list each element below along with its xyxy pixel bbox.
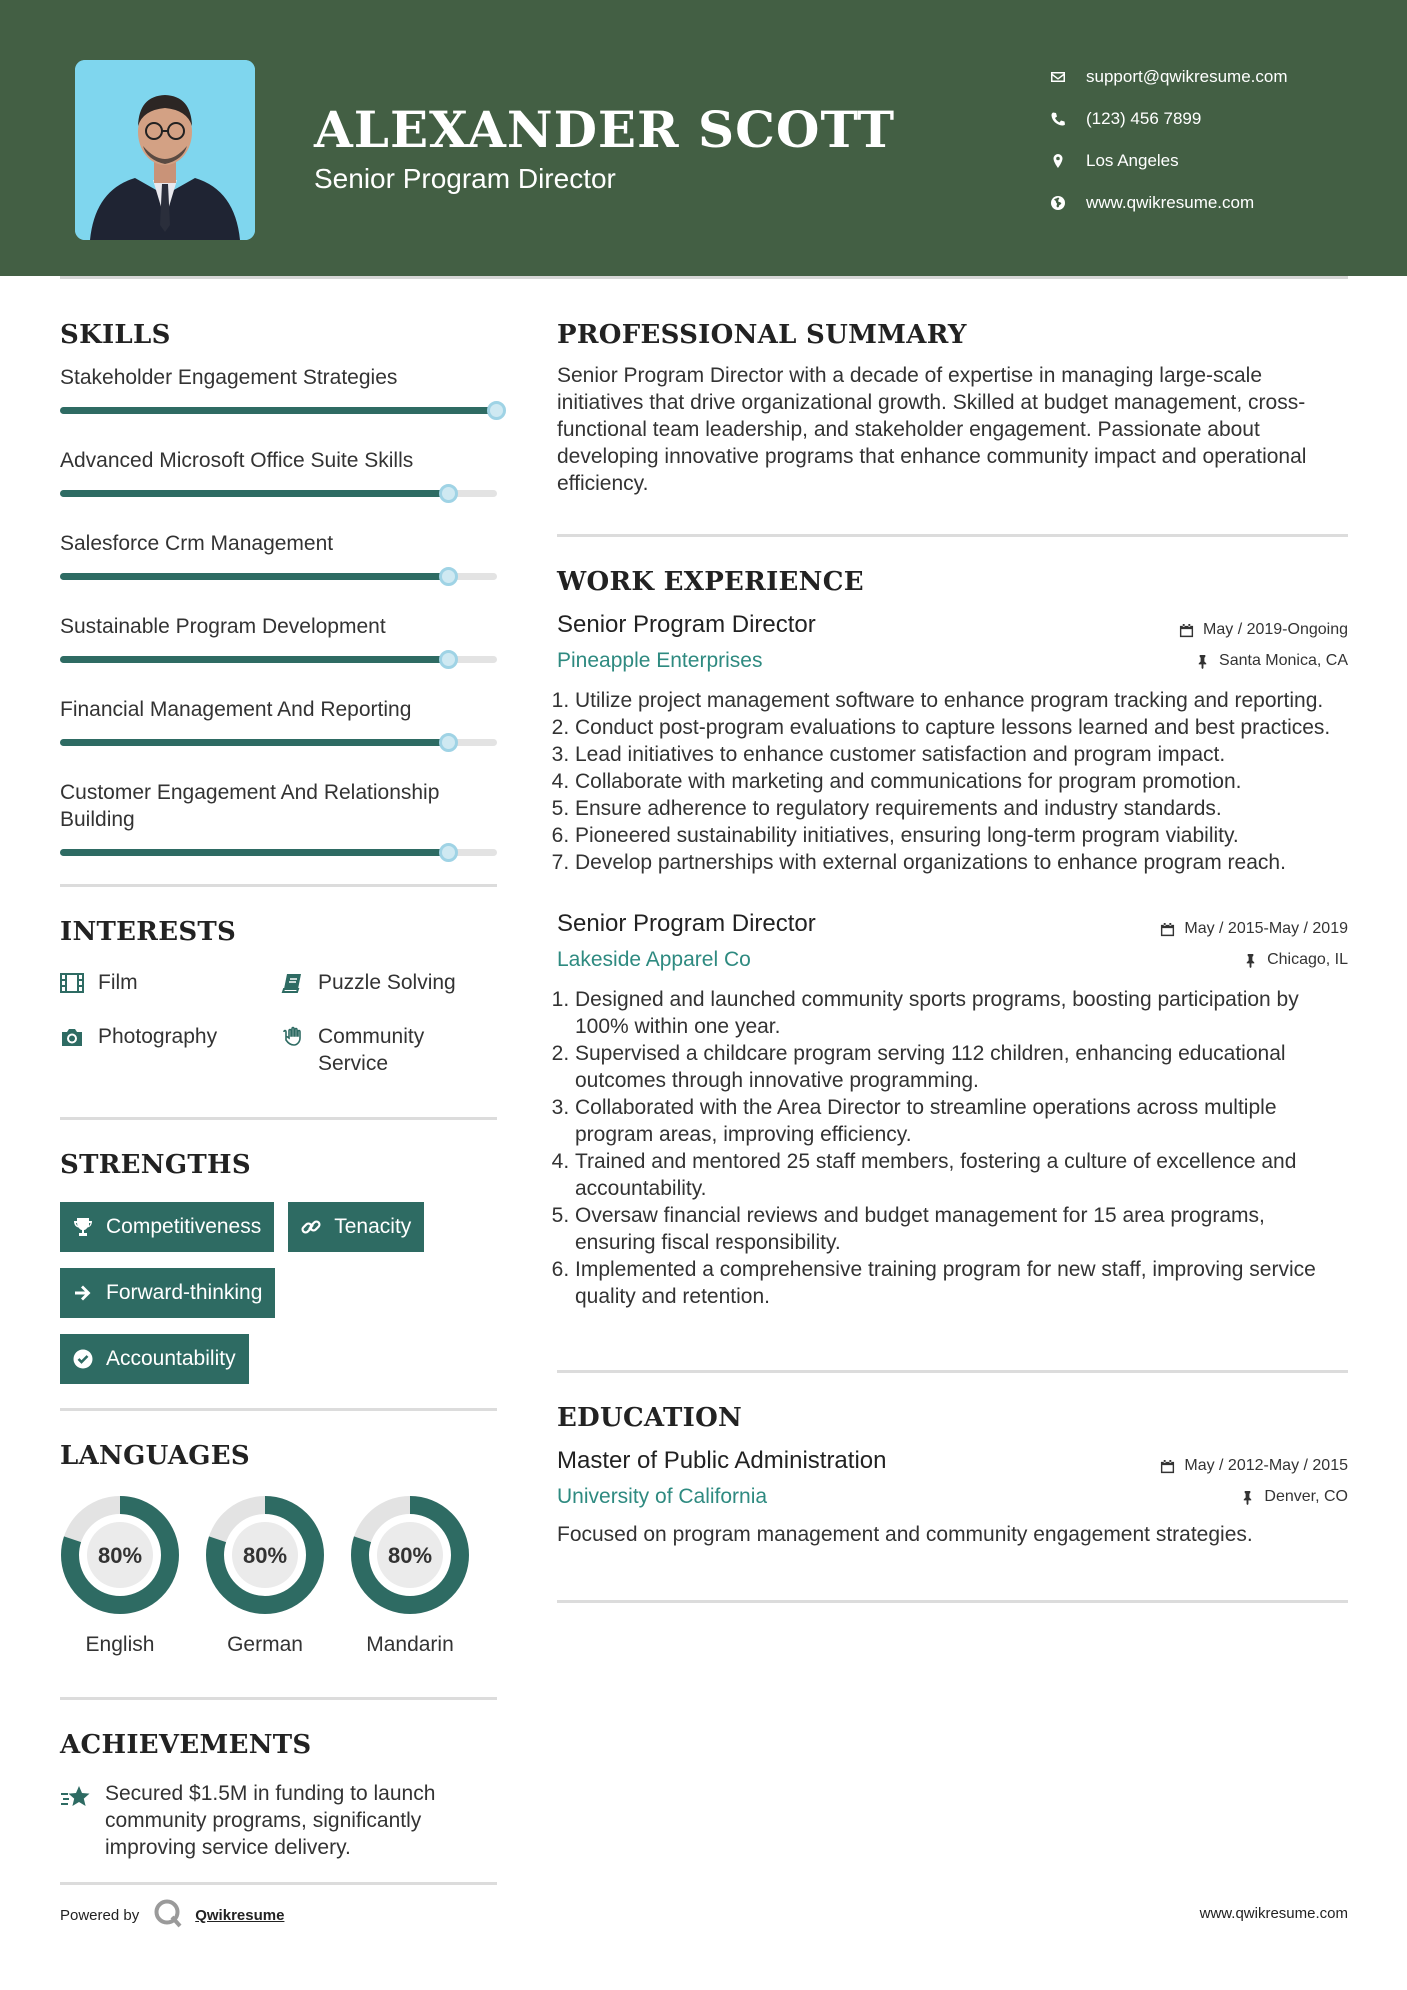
language-mandarin: [350, 1495, 470, 1657]
interest-film: [60, 969, 280, 1001]
contact-phone[interactable]: [1050, 98, 1390, 140]
education-head: [557, 1447, 1348, 1475]
education-location-text: Denver, CO: [1264, 1488, 1348, 1505]
skill-bar-fill: [60, 849, 449, 856]
footer-divider: [60, 1882, 497, 1885]
education-title: EDUCATION: [557, 1403, 743, 1433]
languages-divider: [60, 1697, 497, 1700]
skill-bar-fill: [60, 573, 449, 580]
job-duty: 5. Oversaw financial reviews and budget management for 15 area programs, ensuring fiscal responsibility.: [575, 1202, 1348, 1256]
job-duty: 6. Implemented a comprehensive training program for new staff, improving service quality and retention.: [575, 1256, 1348, 1310]
skill-bar-fill: [60, 739, 449, 746]
job-head: [557, 611, 1348, 639]
strength-label-tenacity: Tenacity: [334, 1215, 412, 1238]
candidate-name: ALEXANDER SCOTT: [314, 100, 896, 159]
interests-title: INTERESTS: [60, 917, 237, 947]
job-company: Pineapple Enterprises: [557, 649, 763, 672]
job-duties: [557, 687, 1348, 876]
education-date-text: May / 2012-May / 2015: [1184, 1457, 1348, 1474]
job-location-text: Chicago, IL: [1267, 951, 1348, 968]
right-column: [557, 320, 1348, 1603]
skills-list: [60, 364, 497, 856]
helping-hand-icon: [280, 1023, 318, 1055]
jobs-list: [557, 611, 1348, 1310]
languages-title: LANGUAGES: [60, 1441, 250, 1471]
achievements-title: ACHIEVEMENTS: [60, 1730, 312, 1760]
language-ring-mandarin: [350, 1495, 470, 1615]
summary-title: PROFESSIONAL SUMMARY: [557, 320, 967, 350]
job-duty: 3. Lead initiatives to enhance customer satisfaction and program impact.: [575, 741, 1348, 768]
trophy-icon: [72, 1216, 94, 1238]
language-percent-english: 80%: [97, 1543, 143, 1568]
achievement-text: Secured $1.5M in funding to launch community programs, significantly improving service delivery.: [105, 1782, 436, 1859]
strengths-list: [60, 1202, 497, 1384]
job-duty: 6. Pioneered sustainability initiatives, ensuring long-term program viability.: [575, 822, 1348, 849]
job-duty: 3. Collaborated with the Area Director to streamline operations across multiple program areas, improving efficiency.: [575, 1094, 1348, 1148]
skill-bar: [60, 849, 497, 856]
contact-phone-text: (123) 456 7899: [1086, 109, 1202, 128]
job-duty: 7. Develop partnerships with external organizations to enhance program reach.: [575, 849, 1348, 876]
header: [0, 0, 1407, 276]
contact-location: [1050, 140, 1390, 182]
calendar-icon: [1160, 922, 1175, 937]
pushpin-icon: [1240, 1490, 1255, 1505]
skill-item: [60, 364, 497, 414]
skill-bar-knob: [439, 650, 458, 669]
footer-url[interactable]: www.qwikresume.com: [1199, 1905, 1348, 1922]
job-sub: [557, 948, 1348, 972]
strength-label-accountability: Accountability: [106, 1347, 236, 1370]
job-duty: 2. Conduct post-program evaluations to capture lessons learned and best practices.: [575, 714, 1348, 741]
contact-website-text: www.qwikresume.com: [1086, 193, 1255, 212]
globe-icon: [1050, 195, 1086, 211]
language-english: [60, 1495, 180, 1657]
camera-icon: [60, 1023, 98, 1055]
film-icon: [60, 969, 98, 1001]
location-pin-icon: [1050, 153, 1086, 169]
job-duty: 2. Supervised a childcare program serving 112 children, enhancing educational outcomes through innovative programming.: [575, 1040, 1348, 1094]
interest-film-label: Film: [98, 971, 138, 994]
skill-item: [60, 530, 497, 580]
job-location: [1195, 652, 1348, 670]
language-percent-german: 80%: [242, 1543, 288, 1568]
pushpin-icon: [1195, 654, 1210, 669]
job-duty: 1. Utilize project management software to enhance program tracking and reporting.: [575, 687, 1348, 714]
skill-bar: [60, 573, 497, 580]
education-sub: [557, 1485, 1348, 1509]
skill-name: Advanced Microsoft Office Suite Skills: [60, 449, 414, 472]
interest-community: [280, 1023, 497, 1077]
skill-item: [60, 696, 497, 746]
job-date-text: May / 2015-May / 2019: [1184, 920, 1348, 937]
job-entry: [557, 910, 1348, 1310]
envelope-icon: [1050, 69, 1086, 85]
skill-bar-knob: [439, 733, 458, 752]
calendar-icon: [1179, 623, 1194, 638]
header-divider: [60, 276, 1348, 279]
star-icon: [60, 1780, 105, 1861]
profile-photo: [75, 60, 255, 240]
arrow-right-icon: [72, 1282, 94, 1304]
powered-by[interactable]: [60, 1898, 284, 1932]
interests-divider: [60, 1117, 497, 1120]
language-name-german: German: [227, 1633, 303, 1656]
strength-badge-tenacity: [288, 1202, 424, 1252]
skill-item: [60, 779, 497, 856]
powered-by-brand[interactable]: Qwikresume: [195, 1906, 285, 1924]
language-name-english: English: [85, 1633, 155, 1656]
contact-website[interactable]: [1050, 182, 1390, 224]
candidate-title: Senior Program Director: [314, 163, 616, 194]
education-location: [1240, 1488, 1348, 1506]
job-title: Senior Program Director: [557, 611, 816, 638]
job-entry: [557, 611, 1348, 876]
language-german: [205, 1495, 325, 1657]
job-head: [557, 910, 1348, 938]
strengths-divider: [60, 1408, 497, 1411]
job-sub: [557, 649, 1348, 673]
job-duty: 4. Trained and mentored 25 staff members, fostering a culture of excellence and accountability.: [575, 1148, 1348, 1202]
strength-badge-forward-thinking: [60, 1268, 275, 1318]
strength-label-forward-thinking: Forward-thinking: [106, 1281, 263, 1304]
calendar-icon: [1160, 1459, 1175, 1474]
job-date: [1160, 920, 1348, 938]
skill-bar-fill: [60, 490, 449, 497]
contact-email[interactable]: [1050, 56, 1390, 98]
experience-title: WORK EXPERIENCE: [557, 567, 864, 597]
skill-bar: [60, 490, 497, 497]
skill-bar-knob: [439, 843, 458, 862]
skill-bar-knob: [439, 567, 458, 586]
job-duty: 1. Designed and launched community sports programs, boosting participation by 100% within one year.: [575, 986, 1348, 1040]
contact-email-text: support@qwikresume.com: [1086, 67, 1288, 86]
job-company: Lakeside Apparel Co: [557, 948, 751, 971]
skill-bar: [60, 739, 497, 746]
skill-name: Salesforce Crm Management: [60, 532, 334, 555]
contact-location-text: Los Angeles: [1086, 151, 1179, 170]
interest-photography-label: Photography: [98, 1025, 218, 1048]
language-ring-english: [60, 1495, 180, 1615]
interest-puzzle: [280, 969, 497, 1001]
pushpin-icon: [1243, 953, 1258, 968]
person-photo-illustration: [75, 60, 255, 240]
interests-list: [60, 969, 497, 1077]
link-icon: [300, 1216, 322, 1238]
job-duty: 5. Ensure adherence to regulatory requirements and industry standards.: [575, 795, 1348, 822]
qwikresume-logo-icon: [153, 1898, 183, 1932]
powered-by-label: Powered by: [60, 1906, 140, 1924]
summary-text: Senior Program Director with a decade of expertise in managing large-scale initiatives that drive organizational growth. Skilled at budget management, cross-functional team leadership, and stakeholder engagement. Passionate about developing innovative programs that enhance community impact and operational efficiency.: [557, 364, 1307, 495]
strengths-title: STRENGTHS: [60, 1150, 251, 1180]
skill-name: Sustainable Program Development: [60, 615, 386, 638]
skill-bar: [60, 656, 497, 663]
contact-list: [1050, 56, 1390, 224]
skill-bar-fill: [60, 656, 449, 663]
education-divider: [557, 1600, 1348, 1603]
experience-divider: [557, 1370, 1348, 1373]
skill-name: Stakeholder Engagement Strategies: [60, 366, 398, 389]
skills-title: SKILLS: [60, 320, 171, 350]
skill-bar-fill: [60, 407, 497, 414]
job-duties: [557, 986, 1348, 1310]
skills-divider: [60, 884, 497, 887]
skill-item: [60, 447, 497, 497]
achievement-item: [60, 1780, 497, 1861]
education-description: Focused on program management and community engagement strategies.: [557, 1523, 1253, 1546]
education-school: University of California: [557, 1485, 768, 1508]
phone-icon: [1050, 111, 1086, 127]
interest-community-label: Community Service: [318, 1025, 425, 1075]
job-duty: 4. Collaborate with marketing and communications for program promotion.: [575, 768, 1348, 795]
job-date-text: May / 2019-Ongoing: [1203, 621, 1348, 638]
skill-bar-knob: [487, 401, 506, 420]
skill-bar-knob: [439, 484, 458, 503]
language-percent-mandarin: 80%: [387, 1543, 433, 1568]
strength-badge-competitiveness: [60, 1202, 274, 1252]
language-ring-german: [205, 1495, 325, 1615]
book-icon: [280, 969, 318, 1001]
skill-name: Financial Management And Reporting: [60, 698, 412, 721]
job-location: [1243, 951, 1348, 969]
job-title: Senior Program Director: [557, 910, 816, 937]
check-circle-icon: [72, 1348, 94, 1370]
languages-list: [60, 1495, 497, 1657]
strength-badge-accountability: [60, 1334, 249, 1384]
summary-divider: [557, 534, 1348, 537]
language-name-mandarin: Mandarin: [366, 1633, 454, 1656]
interest-photography: [60, 1023, 280, 1077]
interest-puzzle-label: Puzzle Solving: [318, 971, 456, 994]
education-degree: Master of Public Administration: [557, 1447, 887, 1474]
education-date: [1160, 1457, 1348, 1475]
skill-item: [60, 613, 497, 663]
skill-bar: [60, 407, 497, 414]
left-column: [60, 320, 497, 1861]
strength-label-competitiveness: Competitiveness: [106, 1215, 262, 1238]
job-location-text: Santa Monica, CA: [1219, 652, 1348, 669]
skill-name: Customer Engagement And Relationship Building: [60, 781, 440, 831]
job-date: [1179, 621, 1348, 639]
